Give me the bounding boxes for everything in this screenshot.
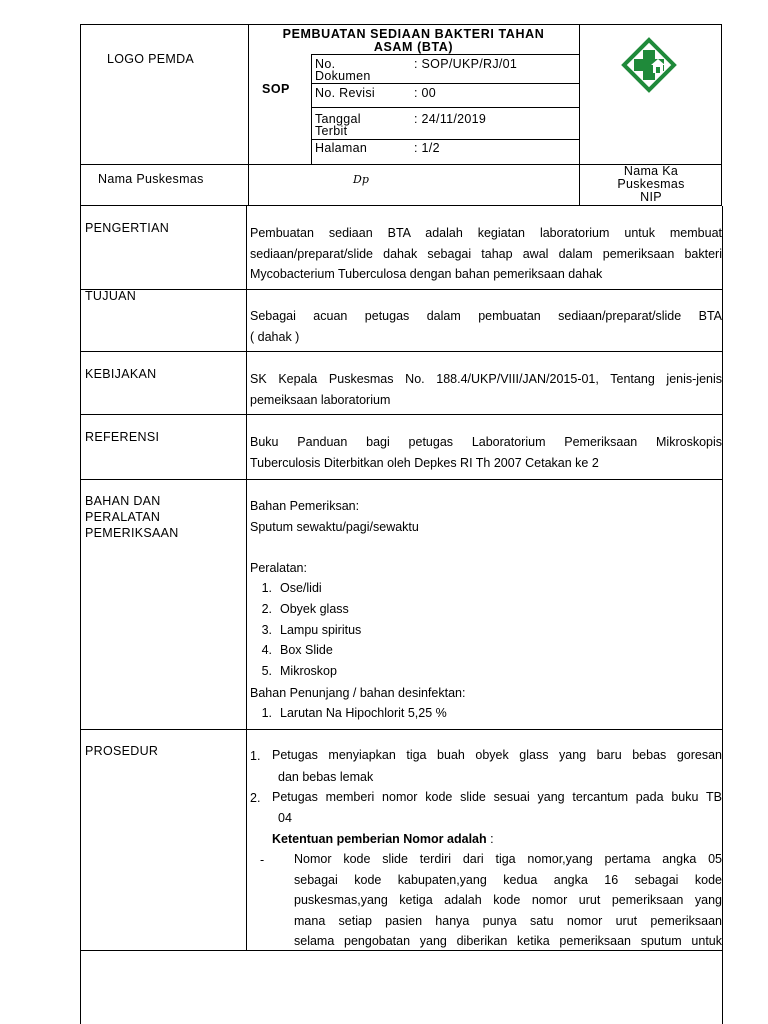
document-title: PEMBUATAN SEDIAAN BAKTERI TAHAN <box>282 27 545 41</box>
penunjang-label: Bahan Penunjang / bahan desinfektan: <box>250 686 466 700</box>
row-divider <box>80 289 722 290</box>
ketentuan-heading: Ketentuan pemberian Nomor adalah : <box>272 832 494 846</box>
row-divider <box>80 351 722 352</box>
list-item: 5. Mikroskop <box>261 664 337 679</box>
tanggal-terbit-label: Terbit <box>315 124 348 138</box>
body-table-border <box>722 206 723 1024</box>
prosedur-step-2-cont: 04 <box>278 811 292 825</box>
logo-pemda-label: LOGO PEMDA <box>107 52 195 66</box>
tujuan-text: Sebagai acuan petugas dalam pembuatan sediaan/preparat/slide BTA ( dahak ) <box>250 309 722 344</box>
bahan-label: BAHAN DAN <box>85 494 161 508</box>
list-item: 3. Lampu spiritus <box>261 622 362 637</box>
peralatan-label: Peralatan: <box>250 561 307 575</box>
sop-label: SOP <box>262 82 290 96</box>
header-divider <box>311 83 579 84</box>
body-table-border <box>80 206 81 1024</box>
prosedur-step-1: Petugas menyiapkan tiga buah obyek glass yang baru bebas goresan <box>272 748 722 762</box>
signature: Dp <box>353 173 369 186</box>
nip-label: NIP <box>640 190 662 204</box>
tujuan-label: TUJUAN <box>85 289 137 303</box>
header-divider <box>311 54 312 164</box>
kebijakan-text: SK Kepala Puskesmas No. 188.4/UKP/VIII/JAN/2015-01, Tentang jenis-jenis pemeiksaan laboratorium <box>250 372 722 407</box>
no-revisi-value: : 00 <box>414 86 437 100</box>
pengertian-text: Pembuatan sediaan BTA adalah kegiatan laboratorium untuk membuat sediaan/preparat/slide dahak sebagai tahap awal dalam pemeriksaan bakteri Mycobacterium Tuberculosa dengan bahan pemeriksaan dahak <box>250 226 722 281</box>
peralatan-list <box>250 578 361 682</box>
tanggal-terbit-value: : 24/11/2019 <box>414 112 487 126</box>
referensi-label: REFERENSI <box>85 430 160 444</box>
bahan-label: PEMERIKSAAN <box>85 526 179 540</box>
bahan-pemeriksaan-label: Bahan Pemeriksan: <box>250 499 360 513</box>
header-divider <box>248 24 249 206</box>
document-title: ASAM (BTA) <box>373 40 454 54</box>
halaman-value: : 1/2 <box>414 141 440 155</box>
list-item: 1. Ose/lidi <box>261 581 322 595</box>
prosedur-label: PROSEDUR <box>85 744 159 758</box>
tanggal-terbit-label: Tanggal <box>315 112 361 126</box>
bahan-label: PERALATAN <box>85 510 161 524</box>
row-divider <box>80 729 722 730</box>
puskesmas-logo-icon <box>621 37 677 93</box>
no-revisi-label: No. Revisi <box>315 86 375 100</box>
no-dokumen-label: No. <box>315 57 336 71</box>
header-divider <box>311 107 579 108</box>
kebijakan-label: KEBIJAKAN <box>85 367 157 381</box>
dash-bullet: - <box>260 853 265 867</box>
list-item: 2. Obyek glass <box>261 601 349 616</box>
prosedur-step-2: Petugas memberi nomor kode slide sesuai yang tercantum pada buku TB <box>272 790 722 804</box>
header-divider <box>311 139 579 140</box>
penunjang-list <box>250 703 447 724</box>
header-divider <box>311 54 579 55</box>
bahan-pemeriksaan-value: Sputum sewaktu/pagi/sewaktu <box>250 520 419 534</box>
list-item: 4. Box Slide <box>261 643 333 658</box>
ketentuan-rule-text: Nomor kode slide terdiri dari tiga nomor,yang pertama angka 05 sebagai kode kabupaten,yang kedua angka 16 sebagai kode puskesmas,yang ketiga adalah kode nomor urut pemeriksaan yang mana setiap pasien hanya punya satu nomor urut pemeriksaan selama pengobatan yang diberikan ketika pemeriksaan sputum untuk <box>294 852 722 948</box>
no-dokumen-value: : SOP/UKP/RJ/01 <box>414 57 518 71</box>
row-divider <box>80 479 722 480</box>
row-divider <box>80 414 722 415</box>
referensi-text: Buku Panduan bagi petugas Laboratorium Pemeriksaan Mikroskopis Tuberculosis Diterbitkan oleh Depkes RI Th 2007 Cetakan ke 2 <box>250 435 722 470</box>
step-number: 1. <box>250 749 261 763</box>
halaman-label: Halaman <box>315 141 368 155</box>
nama-ka-puskesmas-label: Puskesmas <box>617 177 685 191</box>
nama-puskesmas-label: Nama Puskesmas <box>98 172 204 186</box>
prosedur-step-1-cont: dan bebas lemak <box>278 770 374 784</box>
step-number: 2. <box>250 791 261 805</box>
nama-ka-puskesmas-label: Nama Ka <box>623 164 679 178</box>
list-item: 1. Larutan Na Hipochlorit 5,25 % <box>261 706 447 720</box>
pengertian-label: PENGERTIAN <box>85 221 170 235</box>
body-table-divider <box>246 206 247 950</box>
no-dokumen-label: Dokumen <box>315 69 371 83</box>
